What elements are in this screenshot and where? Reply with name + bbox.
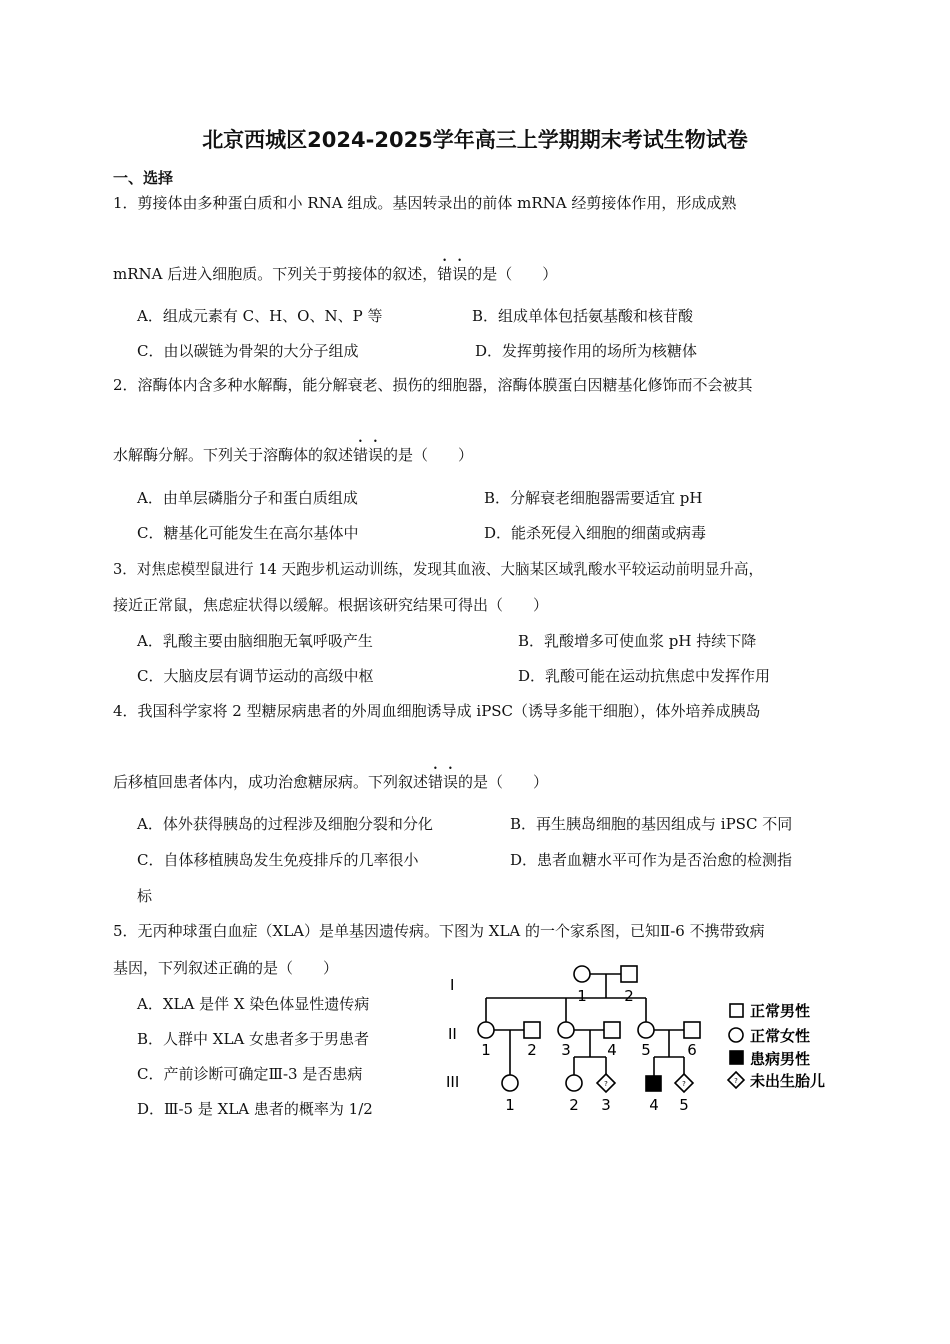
legend-label: 患病男性 bbox=[750, 1050, 811, 1068]
legend-male-symbol bbox=[730, 1004, 743, 1017]
legend-label: 未出生胎儿 bbox=[750, 1072, 826, 1090]
pedigree-II-3-female bbox=[558, 1022, 574, 1038]
pedigree-II-6-male bbox=[684, 1022, 700, 1038]
q4-emphasis: 错误 bbox=[428, 773, 459, 791]
pedigree-III-4-affected-male bbox=[646, 1076, 661, 1091]
pedigree-num: 2 bbox=[624, 987, 634, 1005]
q2-stem-line1: 2．溶酶体内含多种水解酶，能分解衰老、损伤的细胞器，溶酶体膜蛋白因糖基化修饰而不会被其 bbox=[113, 376, 753, 394]
pedigree-I-1-female bbox=[574, 966, 590, 982]
svg-text:?: ? bbox=[734, 1077, 738, 1085]
q4-option-d: D．患者血糖水平可作为是否治愈的检测指 bbox=[510, 851, 793, 869]
pedigree-num: 1 bbox=[505, 1096, 515, 1114]
q2-option-d: D．能杀死侵入细胞的细菌或病毒 bbox=[484, 524, 707, 542]
pedigree-num: 1 bbox=[577, 987, 587, 1005]
q1-stem-line2: mRNA 后进入细胞质。下列关于剪接体的叙述，错误的是（ ） bbox=[113, 265, 558, 283]
pedigree-num: 4 bbox=[649, 1096, 659, 1114]
q2-option-b: B．分解衰老细胞器需要适宜 pH bbox=[484, 489, 703, 507]
q2-stem-line2: 水解酶分解。下列关于溶酶体的叙述错误的是（ ） bbox=[113, 446, 474, 464]
q5-stem-line2: 基因，下列叙述正确的是（ ） bbox=[113, 959, 339, 977]
q5-option-c: C．产前诊断可确定Ⅲ-3 是否患病 bbox=[137, 1065, 363, 1083]
q5-option-a: A．XLA 是伴 X 染色体显性遗传病 bbox=[137, 995, 370, 1013]
svg-text:?: ? bbox=[682, 1080, 686, 1088]
q3-option-b: B．乳酸增多可使血浆 pH 持续下降 bbox=[518, 632, 757, 650]
pedigree-num: 2 bbox=[569, 1096, 579, 1114]
pedigree-num: 6 bbox=[687, 1041, 697, 1059]
legend-label: 正常男性 bbox=[750, 1002, 811, 1020]
q1-option-b: B．组成单体包括氨基酸和核苷酸 bbox=[472, 307, 694, 325]
legend-affected-male-symbol bbox=[730, 1051, 743, 1064]
legend-female-symbol bbox=[729, 1028, 743, 1042]
q5-option-b: B．人群中 XLA 女患者多于男患者 bbox=[137, 1030, 370, 1048]
pedigree-gen-label-2: II bbox=[448, 1025, 457, 1043]
pedigree-gen-label-3: III bbox=[446, 1073, 460, 1091]
pedigree-num: 2 bbox=[527, 1041, 537, 1059]
pedigree-II-5-female bbox=[638, 1022, 654, 1038]
q4-option-b: B．再生胰岛细胞的基因组成与 iPSC 不同 bbox=[510, 815, 793, 833]
q1-option-c: C．由以碳链为骨架的大分子组成 bbox=[137, 342, 359, 360]
pedigree-num: 3 bbox=[561, 1041, 571, 1059]
q1-emphasis: 错误 bbox=[437, 265, 468, 283]
pedigree-num: 1 bbox=[481, 1041, 491, 1059]
q4-stem-line1: 4．我国科学家将 2 型糖尿病患者的外周血细胞诱导成 iPSC（诱导多能干细胞），体外培养成胰岛 bbox=[113, 702, 761, 720]
q2-emphasis: 错误 bbox=[353, 446, 384, 464]
q4-option-d-cont: 标 bbox=[137, 887, 153, 905]
pedigree-III-2-female bbox=[566, 1075, 582, 1091]
pedigree-I-2-male bbox=[621, 966, 637, 982]
q3-option-a: A．乳酸主要由脑细胞无氧呼吸产生 bbox=[137, 632, 373, 650]
q3-stem-line1: 3．对焦虑模型鼠进行 14 天跑步机运动训练，发现其血液、大脑某区域乳酸水平较运动前明显升高， bbox=[113, 561, 764, 578]
pedigree-num: 5 bbox=[641, 1041, 651, 1059]
pedigree-diagram bbox=[440, 955, 860, 1125]
q4-option-c: C．自体移植胰岛发生免疫排斥的几率很小 bbox=[137, 851, 419, 869]
q5-option-d: D．Ⅲ-5 是 XLA 患者的概率为 1/2 bbox=[137, 1100, 373, 1118]
svg-text:?: ? bbox=[604, 1080, 608, 1088]
q2-option-c: C．糖基化可能发生在高尔基体中 bbox=[137, 524, 359, 542]
legend-label: 正常女性 bbox=[750, 1027, 811, 1045]
pedigree-II-2-male bbox=[524, 1022, 540, 1038]
q1-option-d: D．发挥剪接作用的场所为核糖体 bbox=[475, 342, 698, 360]
q2-option-a: A．由单层磷脂分子和蛋白质组成 bbox=[137, 489, 358, 507]
q3-option-d: D．乳酸可能在运动抗焦虑中发挥作用 bbox=[518, 667, 771, 685]
q1-option-a: A．组成元素有 C、H、O、N、P 等 bbox=[137, 307, 383, 325]
q3-stem-line2: 接近正常鼠，焦虑症状得以缓解。根据该研究结果可得出（ ） bbox=[113, 596, 549, 614]
pedigree-num: 5 bbox=[679, 1096, 689, 1114]
pedigree-gen-label-1: I bbox=[450, 976, 455, 994]
pedigree-II-4-male bbox=[604, 1022, 620, 1038]
q5-stem-line1: 5．无丙种球蛋白血症（XLA）是单基因遗传病。下图为 XLA 的一个家系图，已知Ⅱ-6 不携带致病 bbox=[113, 922, 765, 940]
q1-stem-line1: 1．剪接体由多种蛋白质和小 RNA 组成。基因转录出的前体 mRNA 经剪接体作用，形成成熟 bbox=[113, 194, 737, 212]
pedigree-num: 3 bbox=[601, 1096, 611, 1114]
page-title: 北京西城区2024-2025学年高三上学期期末考试生物试卷 bbox=[202, 128, 748, 152]
q4-stem-line2: 后移植回患者体内，成功治愈糖尿病。下列叙述错误的是（ ） bbox=[113, 773, 549, 791]
q4-option-a: A．体外获得胰岛的过程涉及细胞分裂和分化 bbox=[137, 815, 433, 833]
q3-option-c: C．大脑皮层有调节运动的高级中枢 bbox=[137, 667, 374, 685]
pedigree-III-1-female bbox=[502, 1075, 518, 1091]
pedigree-II-1-female bbox=[478, 1022, 494, 1038]
pedigree-num: 4 bbox=[607, 1041, 617, 1059]
section-heading: 一、选择 bbox=[113, 169, 174, 187]
